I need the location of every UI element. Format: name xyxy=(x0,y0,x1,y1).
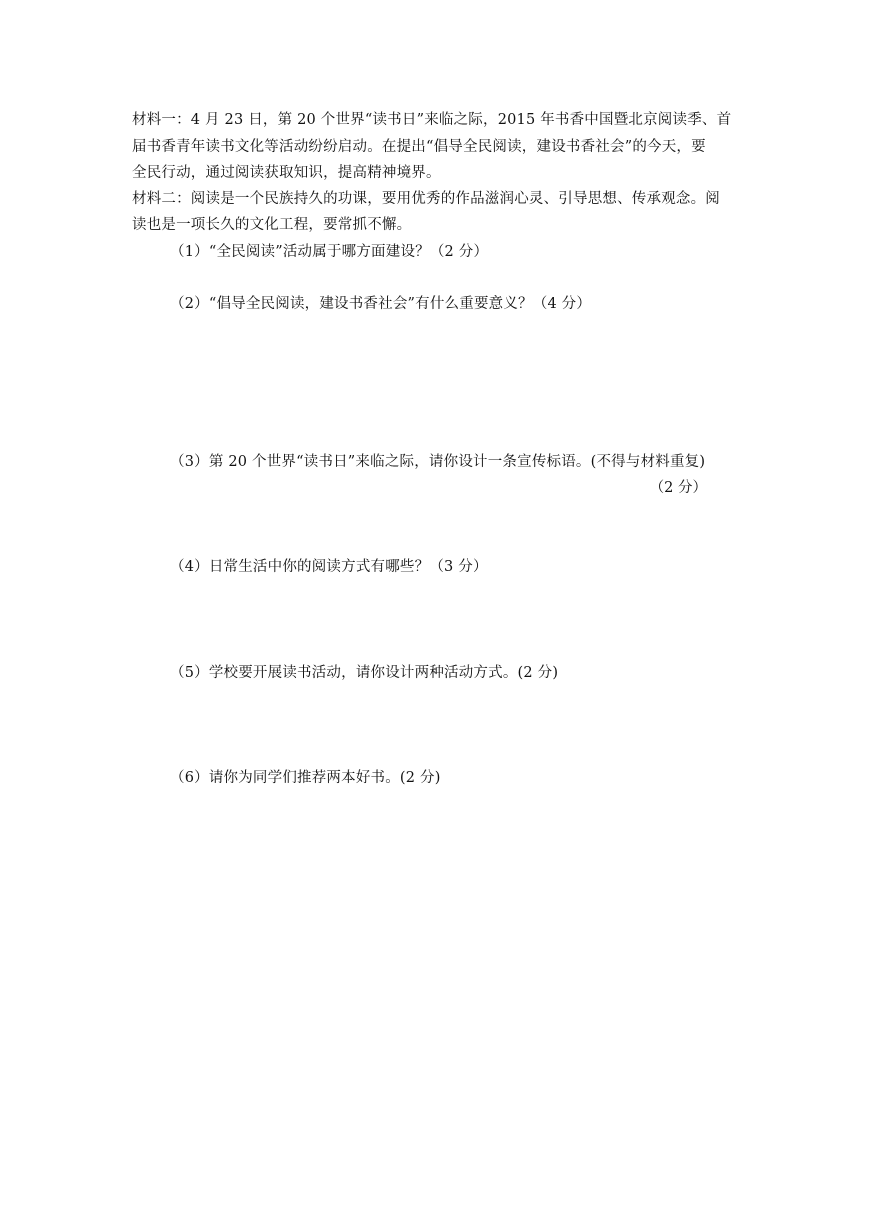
material-one-line-3: 全民行动，通过阅读获取知识，提高精神境界。 xyxy=(132,165,441,181)
question-6: （6）请你为同学们推荐两本好书。(2 分) xyxy=(170,770,441,786)
material-one-line-1: 材料一：4 月 23 日，第 20 个世界“读书日”来临之际，2015 年书香中国暨北京阅读季、首 xyxy=(132,112,732,128)
question-3: （3）第 20 个世界“读书日”来临之际，请你设计一条宣传标语。(不得与材料重复) xyxy=(170,454,706,470)
question-2: （2）“倡导全民阅读，建设书香社会”有什么重要意义？（4 分） xyxy=(170,296,592,312)
question-3-score: （2 分） xyxy=(649,480,707,496)
material-two-line-2: 读也是一项长久的文化工程，要常抓不懈。 xyxy=(132,217,412,233)
question-5: （5）学校要开展读书活动，请你设计两种活动方式。(2 分) xyxy=(170,665,559,681)
question-1: （1）“全民阅读”活动属于哪方面建设？（2 分） xyxy=(170,244,489,260)
material-two-line-1: 材料二：阅读是一个民族持久的功课，要用优秀的作品滋润心灵、引导思想、传承观念。阅 xyxy=(132,191,720,207)
question-4: （4）日常生活中你的阅读方式有哪些？（3 分） xyxy=(170,559,488,575)
material-one-line-2: 届书香青年读书文化等活动纷纷启动。在提出“倡导全民阅读，建设书香社会”的今天，要 xyxy=(132,139,706,155)
